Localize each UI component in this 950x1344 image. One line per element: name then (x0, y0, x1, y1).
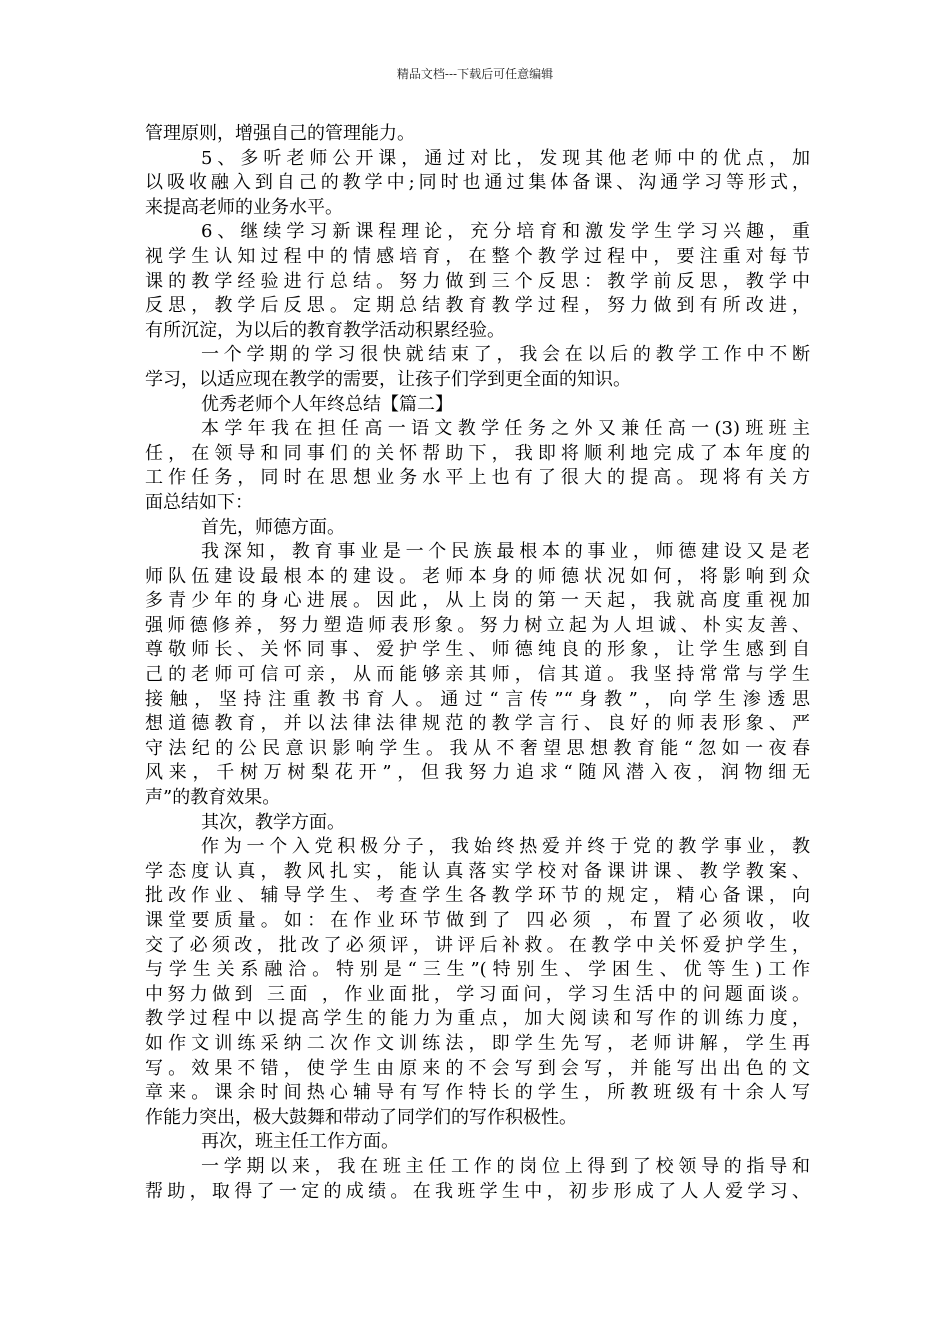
text-line: 课的教学经验进行总结。努力做到三个反思：教学前反思，教学中 (145, 270, 810, 292)
text-line: 教学过程中以提高学生的能力为重点，加大阅读和写作的训练力度， (145, 1008, 810, 1030)
text-line: 学习，以适应现在教学的需要，让孩子们学到更全面的知识。 (145, 368, 631, 390)
text-line: 师队伍建设最根本的建设。老师本身的师德状况如何，将影响到众 (145, 565, 810, 587)
text-line: 与学生关系融洽。特别是“三生”(特别生、学困生、优等生)工作 (145, 959, 810, 981)
text-line: 视学生认知过程中的情感培育，在整个教学过程中，要注重对每节 (145, 245, 810, 267)
text-line: 管理原则，增强自己的管理能力。 (145, 123, 415, 144)
text-line: 声”的教育效果。 (145, 787, 281, 809)
text-line: 6、继续学习新课程理论，充分培育和激发学生学习兴趣，重 (201, 221, 810, 243)
text-line: 5、多听老师公开课，通过对比，发现其他老师中的优点，加 (201, 147, 810, 169)
text-line: 批改作业、辅导学生、考查学生各教学环节的规定，精心备课，向 (145, 885, 810, 907)
text-line: 有所沉淀，为以后的教育教学活动积累经验。 (145, 319, 505, 341)
page-header: 精品文档---下载后可任意编辑 (396, 67, 554, 81)
text-line: 强师德修养，努力塑造师表形象。努力树立起为人坦诚、朴实友善、 (145, 614, 810, 636)
text-line: 交了必须改，批改了必须评，讲评后补救。在教学中关怀爱护学生， (145, 934, 810, 956)
text-line: 章来。课余时间热心辅导有写作特长的学生，所教班级有十余人写 (145, 1082, 810, 1104)
text-line: 工作任务，同时在思想业务水平上也有了很大的提高。现将有关方 (145, 467, 810, 489)
text-line: 课堂要质量。如：在作业环节做到了 四必须 ，布置了必须收，收 (145, 910, 810, 931)
text-line: 想道德教育，并以法律法律规范的教学言行、良好的师表形象、严 (145, 713, 810, 735)
text-line: 中努力做到 三面 ，作业面批，学习面问，学习生活中的问题面谈。 (145, 983, 810, 1005)
text-line: 学态度认真，教风扎实，能认真落实学校对备课讲课、教学教案、 (145, 860, 810, 882)
text-line: 写。效果不错，使学生由原来的不会写到会写，并能写出出色的文 (145, 1057, 810, 1079)
text-line: 我深知，教育事业是一个民族最根本的事业，师德建设又是老 (201, 541, 810, 563)
text-line: 反思，教学后反思。定期总结教育教学过程，努力做到有所改进， (145, 295, 810, 317)
document-body (145, 122, 810, 1204)
text-line: 首先，师德方面。 (201, 516, 345, 538)
text-line: 守法纪的公民意识影响学生。我从不奢望思想教育能“忽如一夜春 (145, 737, 810, 759)
text-line: 作能力突出，极大鼓舞和带动了同学们的写作积极性。 (145, 1106, 577, 1128)
text-line: 一学期以来，我在班主任工作的岗位上得到了校领导的指导和 (201, 1155, 810, 1177)
text-line: 以吸收融入到自己的教学中;同时也通过集体备课、沟通学习等形式， (145, 172, 810, 194)
text-line: 尊敬师长、关怀同事、爱护学生、师德纯良的形象，让学生感到自 (145, 639, 810, 661)
text-line: 本学年我在担任高一语文教学任务之外又兼任高一(3)班班主 (201, 418, 810, 440)
text-line: 己的老师可信可亲，从而能够亲其师，信其道。我坚持常常与学生 (145, 664, 810, 686)
text-line: 任，在领导和同事们的关怀帮助下，我即将顺利地完成了本年度的 (145, 442, 810, 464)
text-line: 优秀老师个人年终总结【篇二】 (201, 393, 453, 415)
text-line: 接触，坚持注重教书育人。通过“言传”“身教”，向学生渗透思 (145, 688, 810, 710)
text-line: 再次，班主任工作方面。 (201, 1131, 399, 1153)
text-line: 风来，千树万树梨花开”，但我努力追求“随风潜入夜，润物细无 (145, 762, 810, 784)
text-line: 多青少年的身心进展。因此，从上岗的第一天起，我就高度重视加 (145, 590, 810, 612)
text-line: 面总结如下： (145, 491, 253, 513)
text-line: 一个学期的学习很快就结束了，我会在以后的教学工作中不断 (201, 344, 810, 366)
text-line: 如作文训练采纳二次作文训练法，即学生先写，老师讲解，学生再 (145, 1032, 810, 1054)
text-line: 其次，教学方面。 (201, 811, 345, 833)
text-line: 帮助，取得了一定的成绩。在我班学生中，初步形成了人人爱学习、 (145, 1180, 810, 1202)
text-line: 作为一个入党积极分子，我始终热爱并终于党的教学事业，教 (201, 836, 810, 858)
text-line: 来提高老师的业务水平。 (145, 196, 343, 218)
